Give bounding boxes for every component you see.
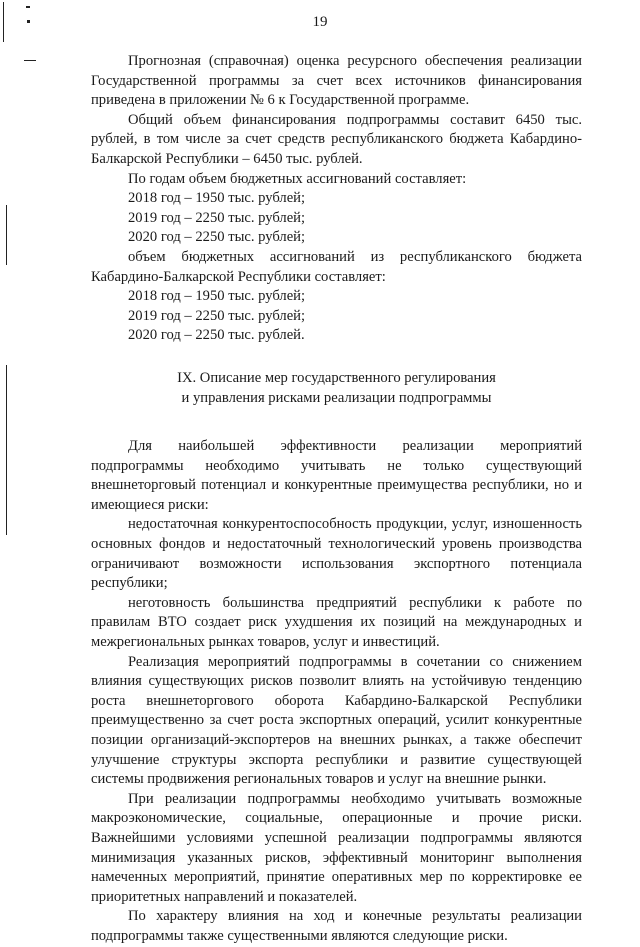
- paragraph: Прогнозная (справочная) оценка ресурсного обеспечения реализации Государственной программы за счет всех источников финансирования приведена в приложении № 6 к Государственной программе.: [91, 53, 582, 109]
- scan-mark-line-3: [6, 365, 7, 535]
- scan-mark-dash: [24, 60, 36, 61]
- year-line: 2018 год – 1950 тыс. рублей;: [128, 288, 306, 305]
- section-heading-line: IX. Описание мер государственного регулирования: [177, 369, 496, 386]
- paragraph: При реализации подпрограммы необходимо учитывать возможные макроэкономические, социальные, операционные и прочие риски. Важнейшими условиями успешной реализации подпрограммы являются минимизация указанных рисков, эффективный мониторинг выполнения намеченных мероприятий, принятие оперативных мер по корректировке ее приоритетных направлений и показателей.: [91, 790, 582, 905]
- year-line: 2020 год – 2250 тыс. рублей;: [128, 229, 306, 246]
- year-line: 2020 год – 2250 тыс. рублей.: [128, 327, 305, 344]
- section-heading-line: и управления рисками реализации подпрограммы: [181, 389, 492, 406]
- year-line: 2019 год – 2250 тыс. рублей;: [128, 209, 306, 226]
- section-heading: [91, 369, 582, 408]
- page-number: 19: [312, 14, 328, 30]
- scan-mark-dot-1: [26, 6, 30, 8]
- paragraph: Общий объем финансирования подпрограммы составит 6450 тыс. рублей, в том числе за счет средств республиканского бюджета Кабардино-Балкарской Республики – 6450 тыс. рублей.: [91, 111, 582, 167]
- document-body: [91, 52, 582, 947]
- paragraph: объем бюджетных ассигнований из республиканского бюджета Кабардино-Балкарской Республики составляет:: [91, 248, 582, 285]
- scan-mark-line-1: [3, 2, 4, 42]
- paragraph: По характеру влияния на ход и конечные результаты реализации подпрограммы также существенными являются следующие риски.: [91, 908, 582, 944]
- scan-mark-line-2: [6, 205, 7, 265]
- paragraph: недостаточная конкурентоспособность продукции, услуг, изношенность основных фондов и недостаточный технологический уровень производства ограничивают возможности использования экспортного потенциала республики;: [91, 516, 582, 592]
- paragraph: неготовность большинства предприятий республики к работе по правилам ВТО создает риск ухудшения их позиций на международных и межрегиональных рынках товаров, услуг и инвестиций.: [91, 594, 582, 651]
- paragraph: По годам объем бюджетных ассигнований составляет:: [128, 170, 467, 187]
- paragraph: Для наибольшей эффективности реализации мероприятий подпрограммы необходимо учитывать не только существующий внешнеторговый потенциал и конкурентные преимущества республики, но и имеющиеся риски:: [91, 438, 582, 513]
- year-line: 2018 год – 1950 тыс. рублей;: [128, 190, 306, 207]
- year-line: 2019 год – 2250 тыс. рублей;: [128, 307, 306, 324]
- paragraph: Реализация мероприятий подпрограммы в сочетании со снижением влияния существующих рисков позволит влиять на устойчивую тенденцию роста внешнеторгового оборота Кабардино-Балкарской Республики преимущественно за счет роста экспортных операций, усилит конкурентные позиции организаций-экспортеров на внешних рынках, а также обеспечит улучшение структуры экспорта республики и развитие существующей системы продвижения региональных товаров и услуг на внешние рынки.: [91, 653, 582, 788]
- scan-mark-dot-2: [27, 20, 30, 23]
